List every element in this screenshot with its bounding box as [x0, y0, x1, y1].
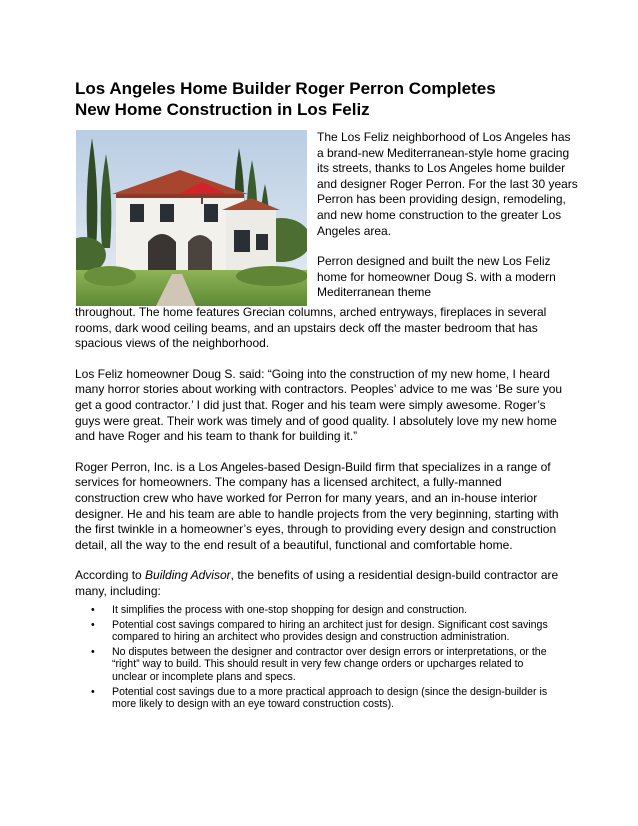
- bullet-icon: •: [91, 618, 95, 631]
- company-paragraph: Roger Perron, Inc. is a Los Angeles-based Design-Build firm that specializes in a range of services for homeowners. The company has a licensed architect, a fully-manned construction crew who have worked for Perron for many years, and an in-house interior designer. He and his team are able to handle projects from the very beginning, starting with the first twinkle in a homeowner’s eyes, through to providing every design and construction detail, all the way to the end result of a beautiful, functional and comfortable home.: [75, 459, 559, 552]
- article-title: [75, 78, 575, 120]
- list-item-text: No disputes between the designer and contractor over design errors or interpretations, or the “right” way to build. This should result in very few change orders or upcharges related to unclear or incomplete plans and specs.: [112, 645, 547, 683]
- paragraph-2-start: Perron designed and built the new Los Feliz home for homeowner Doug S. with a modern Mediterranean theme: [317, 254, 556, 300]
- intro-paragraph: The Los Feliz neighborhood of Los Angeles has a brand-new Mediterranean-style home gracing its streets, thanks to Los Angeles home builder and designer Roger Perron. For the last 30 years Perron has been providing design, remodeling, and new home construction to the greater Los Angeles area.: [317, 130, 578, 238]
- title-line-2: New Home Construction in Los Feliz: [75, 100, 370, 119]
- bullet-icon: •: [91, 685, 95, 698]
- intro-column: [317, 130, 579, 301]
- homeowner-quote-paragraph: Los Feliz homeowner Doug S. said: “Going into the construction of my new home, I heard many horror stories about working with contractors. Peoples’ advice to me was ‘Be sure you get a good contractor.’ I did just that. Roger and his team were simply awesome. Roger’s guys were great. Their work was timely and of good quality. I absolutely love my new home and have Roger and his team to thank for building it.”: [75, 366, 563, 444]
- list-item-text: It simplifies the process with one-stop shopping for design and construction.: [112, 604, 468, 616]
- list-item: [91, 646, 561, 684]
- title-line-1: Los Angeles Home Builder Roger Perron Completes: [75, 79, 496, 98]
- list-item-text: Potential cost savings compared to hiring an architect just for design. Significant cost savings compared to hiring an architect who provides design and construction administration.: [112, 618, 548, 644]
- list-item: [91, 604, 561, 617]
- list-item: [91, 619, 561, 644]
- benefits-intro-paragraph: [75, 568, 565, 599]
- bullet-icon: •: [91, 645, 95, 658]
- list-item-text: Potential cost savings due to a more practical approach to design (since the design-builder is more likely to design with an eye toward construction costs).: [112, 685, 548, 711]
- benefits-intro-after: , the benefits of using a residential design-build contractor are many, including:: [75, 568, 559, 598]
- source-name: Building Advisor: [145, 568, 231, 583]
- benefits-intro-before: According to: [75, 568, 146, 583]
- bullet-icon: •: [91, 604, 95, 616]
- article-body: [75, 305, 565, 600]
- paragraph-2-continuation: throughout. The home features Grecian columns, arched entryways, fireplaces in several rooms, dark wood ceiling beams, and an upstairs deck off the master bedroom that has spacious views of the neighborhood.: [75, 305, 547, 351]
- house-photo: [76, 130, 307, 306]
- list-item: [91, 686, 561, 711]
- benefits-list: [91, 604, 561, 713]
